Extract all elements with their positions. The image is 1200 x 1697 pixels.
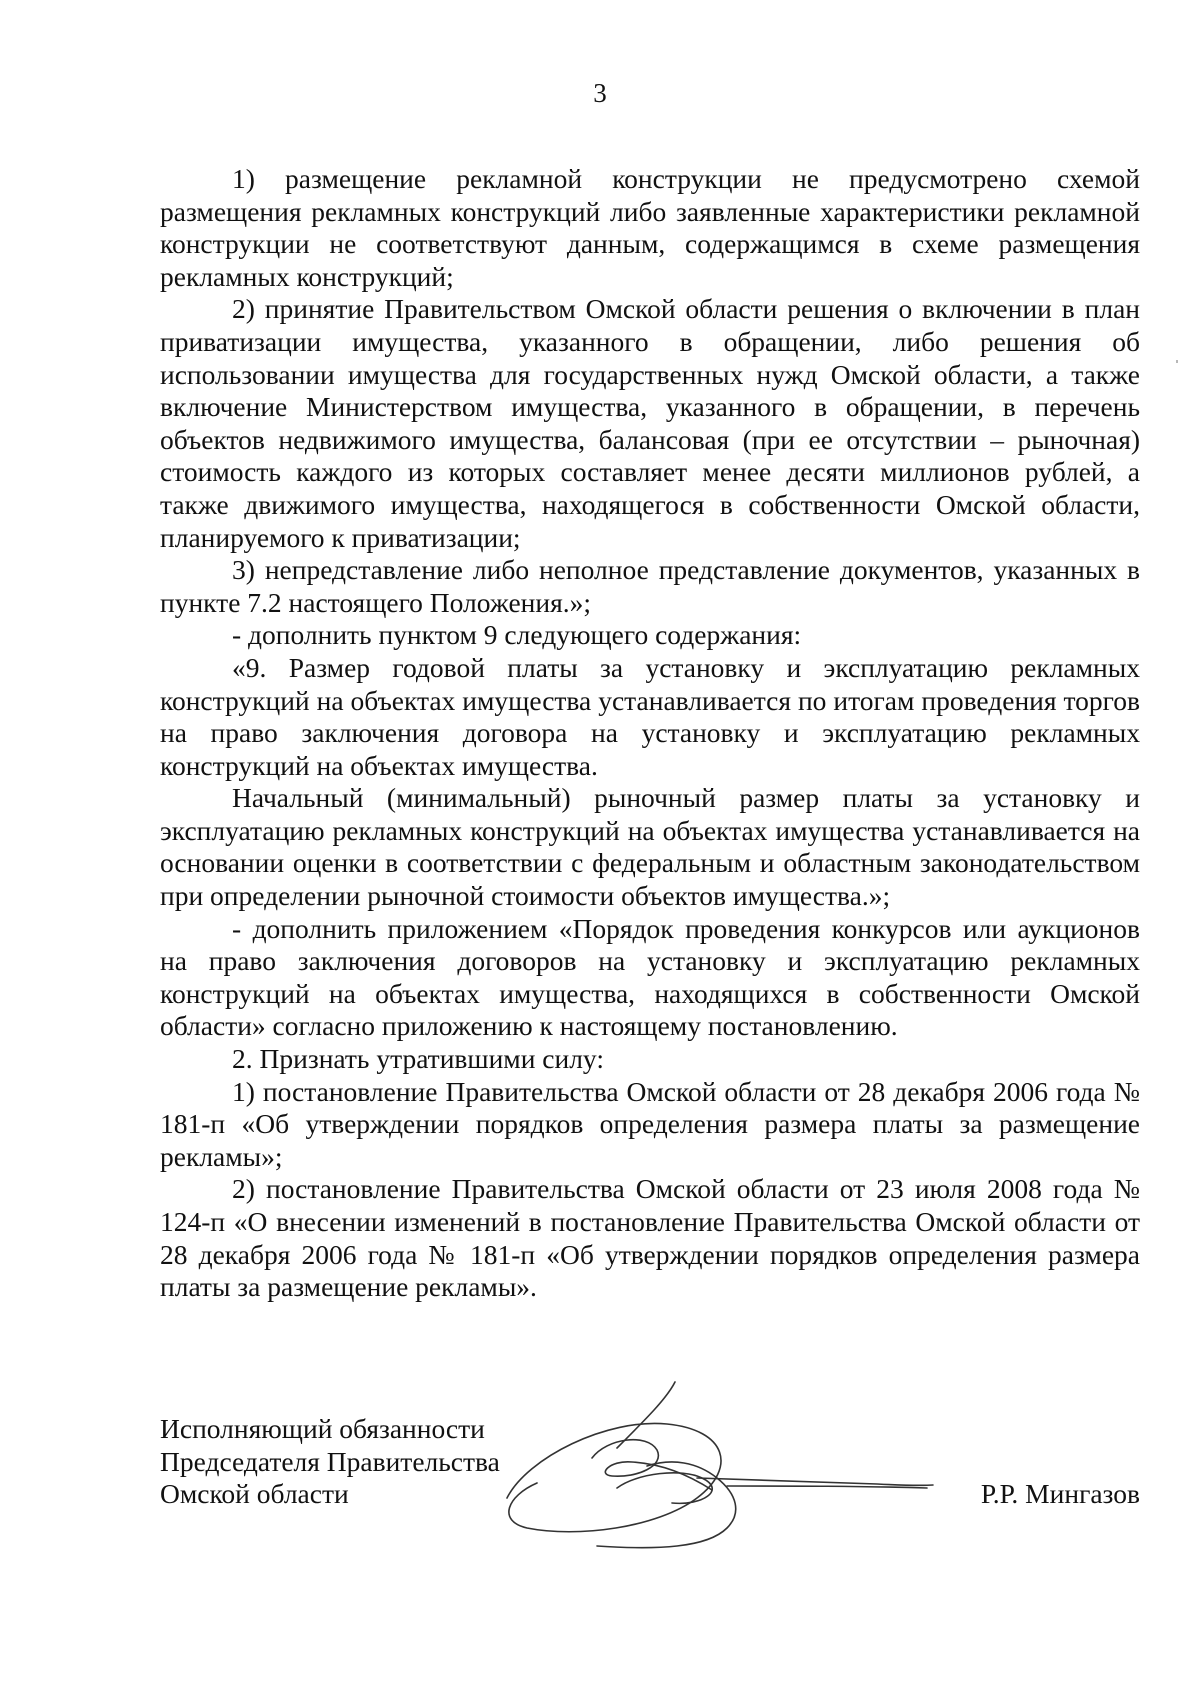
handwritten-signature xyxy=(497,1378,937,1558)
signatory-title-line: Омской области xyxy=(160,1478,349,1510)
paragraph-add-appendix: - дополнить приложением «Порядок проведения конкурсов или аукционов на право заключения договоров на установку и эксплуатацию рекламных конструкций на объектах имущества, находящихся в собственности Омской области» согласно приложению к настоящему постановлению. xyxy=(160,912,1140,1042)
paragraph-add-item-9: - дополнить пунктом 9 следующего содержания: xyxy=(232,619,802,651)
paragraph-initial-price: Начальный (минимальный) рыночный размер платы за установку и эксплуатацию рекламных конструкций на объектах имущества устанавливается на основании оценки в соответствии с федеральным и областным законодательством при определении рыночной стоимости объектов имущества.»; xyxy=(160,782,1140,912)
signatory-title-line: Председателя Правительства xyxy=(160,1445,500,1477)
document-body xyxy=(160,163,1140,1304)
paragraph-refusal-ground-3: 3) непредставление либо неполное представление документов, указанных в пункте 7.2 настоящего Положения.»; xyxy=(160,554,1140,618)
paragraph-repeal-heading: 2. Признать утратившими силу: xyxy=(232,1043,604,1075)
paragraph-item-9-text: «9. Размер годовой платы за установку и эксплуатацию рекламных конструкций на объектах имущества устанавливается по итогам проведения торгов на право заключения договора на установку и эксплуатацию рекламных конструкций на объектах имущества. xyxy=(160,651,1140,781)
paragraph-refusal-ground-2: 2) принятие Правительством Омской области решения о включении в план приватизации имущества, указанного в обращении, либо решения об использовании имущества для государственных нужд Омской области, а также включение Министерством имущества, указанного в обращении, в перечень объектов недвижимого имущества, балансовая (при ее отсутствии – рыночная) стоимость каждого из которых составляет менее десяти миллионов рублей, а также движимого имущества, находящегося в собственности Омской области, планируемого к приватизации; xyxy=(160,293,1140,553)
page-number: 3 xyxy=(593,78,607,108)
signatory-title-line: Исполняющий обязанности xyxy=(160,1413,485,1444)
signatory-name: Р.Р. Мингазов xyxy=(980,1478,1140,1509)
paragraph-repeal-2: 2) постановление Правительства Омской области от 23 июля 2008 года № 124-п «О внесении изменений в постановление Правительства Омской области от 28 декабря 2006 года № 181-п «Об утверждении порядков определения размера платы за размещение рекламы». xyxy=(160,1173,1140,1303)
paragraph-refusal-ground-1: 1) размещение рекламной конструкции не предусмотрено схемой размещения рекламных конструкций либо заявленные характеристики рекламной конструкции не соответствуют данным, содержащимся в схеме размещения рекламных конструкций; xyxy=(160,163,1140,292)
scan-artifact xyxy=(1176,360,1178,363)
paragraph-repeal-1: 1) постановление Правительства Омской области от 28 декабря 2006 года № 181-п «Об утверждении порядков определения размера платы за размещение рекламы»; xyxy=(160,1075,1140,1172)
signatory-title xyxy=(160,1413,500,1511)
